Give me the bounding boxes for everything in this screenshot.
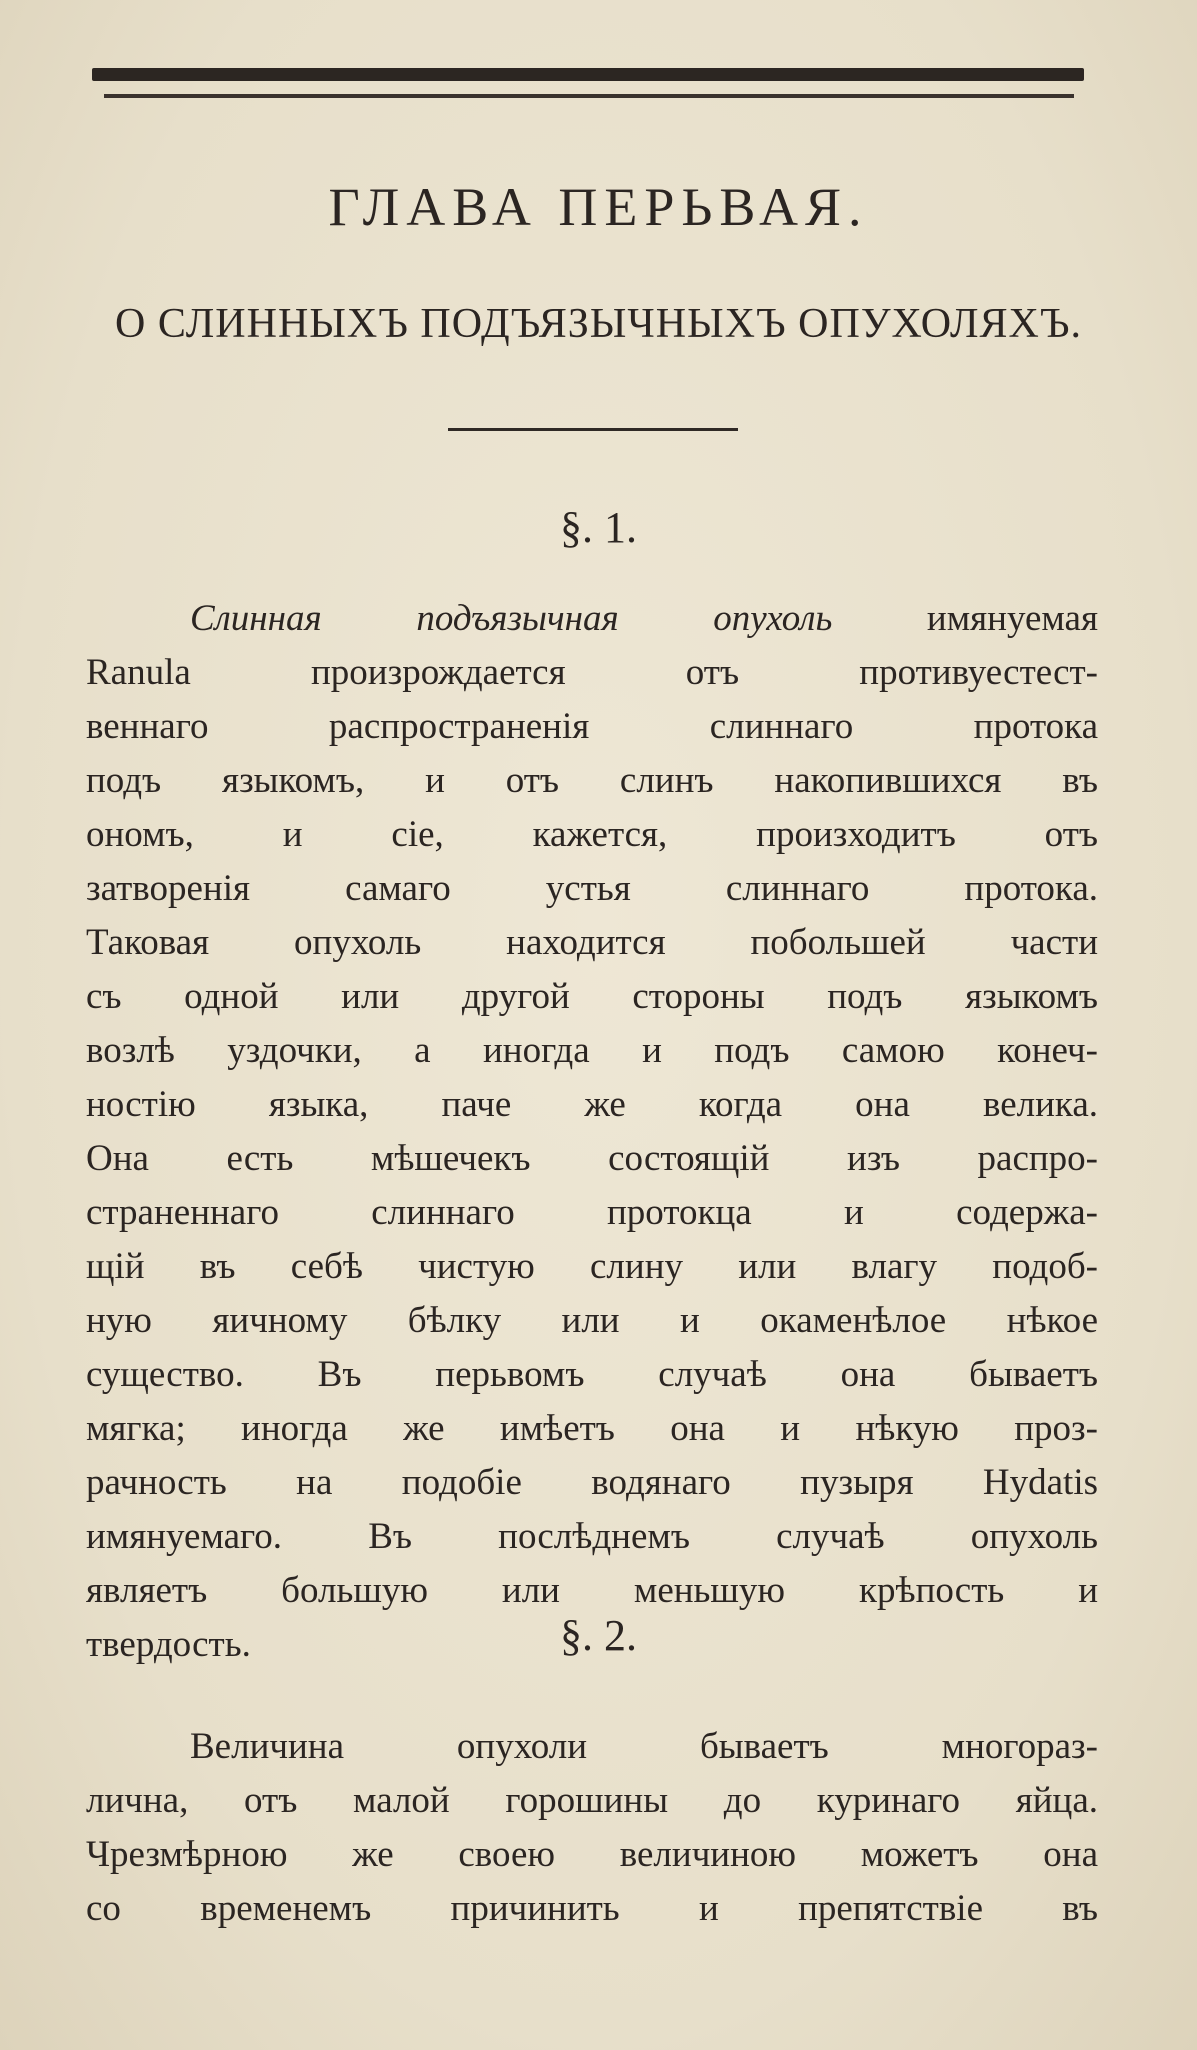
paragraph-line: съ одной или другой стороны подъ языкомъ [86, 976, 1098, 1017]
paragraph-line: подъ языкомъ, и отъ слинъ накопившихся въ [86, 760, 1098, 801]
section-2-mark: §. 2. [560, 1611, 637, 1660]
paragraph-line: страненнаго слиннаго протокца и содержа- [86, 1192, 1098, 1233]
paragraph-line: Ranula произрождается отъ противуестест- [86, 652, 1098, 693]
paragraph-line: Слинная подъязычная опухоль имянуемая [190, 598, 1098, 639]
paragraph-line: возлѣ уздочки, а иногда и подъ самою конеч- [86, 1030, 1098, 1071]
paragraph-line: Таковая опухоль находится побольшей части [86, 922, 1098, 963]
paragraph-line: существо. Въ перьвомъ случаѣ она бываетъ [86, 1354, 1098, 1395]
paragraph-line: со временемъ причинить и препятствіе въ [86, 1888, 1098, 1929]
paragraph-line: Величина опухоли бываетъ многораз- [190, 1726, 1098, 1767]
header-rule-thin [104, 94, 1074, 98]
paragraph-line: твердость. [86, 1624, 251, 1665]
paragraph-line: веннаго распространенія слиннаго протока [86, 706, 1098, 747]
paragraph-line: являетъ большую или меньшую крѣпость и [86, 1570, 1098, 1611]
paragraph-line: Она есть мѣшечекъ состоящій изъ распро- [86, 1138, 1098, 1179]
italic-term: Слинная подъязычная опухоль [190, 598, 833, 639]
paragraph-line: ностію языка, паче же когда она велика. [86, 1084, 1098, 1125]
paragraph-line: ную яичному бѣлку или и окаменѣлое нѣкое [86, 1300, 1098, 1341]
section-1-paragraph [86, 592, 1098, 1672]
paragraph-line: Чрезмѣрною же своею величиною можетъ она [86, 1834, 1098, 1875]
paragraph-line: мягка; иногда же имѣетъ она и нѣкую проз- [86, 1408, 1098, 1449]
chapter-subtitle: О СЛИННЫХЪ ПОДЪЯЗЫЧНЫХЪ ОПУХОЛЯХЪ. [115, 301, 1082, 347]
section-2-paragraph [86, 1720, 1098, 1936]
paragraph-line: рачность на подобіе водянаго пузыря Hydatis [86, 1462, 1098, 1503]
paragraph-line: затворенія самаго устья слиннаго протока. [86, 868, 1098, 909]
title-divider [448, 428, 738, 431]
paragraph-line: лична, отъ малой горошины до куринаго яйца. [86, 1780, 1098, 1821]
paragraph-line: щій въ себѣ чистую слину или влагу подоб- [86, 1246, 1098, 1287]
paragraph-line: имянуемаго. Въ послѣднемъ случаѣ опухоль [86, 1516, 1098, 1557]
paragraph-line: ономъ, и сіе, кажется, произходитъ отъ [86, 814, 1098, 855]
header-rule-thick [92, 68, 1084, 81]
chapter-title: ГЛАВА ПЕРЬВАЯ. [328, 177, 869, 237]
section-1-mark: §. 1. [560, 503, 637, 552]
